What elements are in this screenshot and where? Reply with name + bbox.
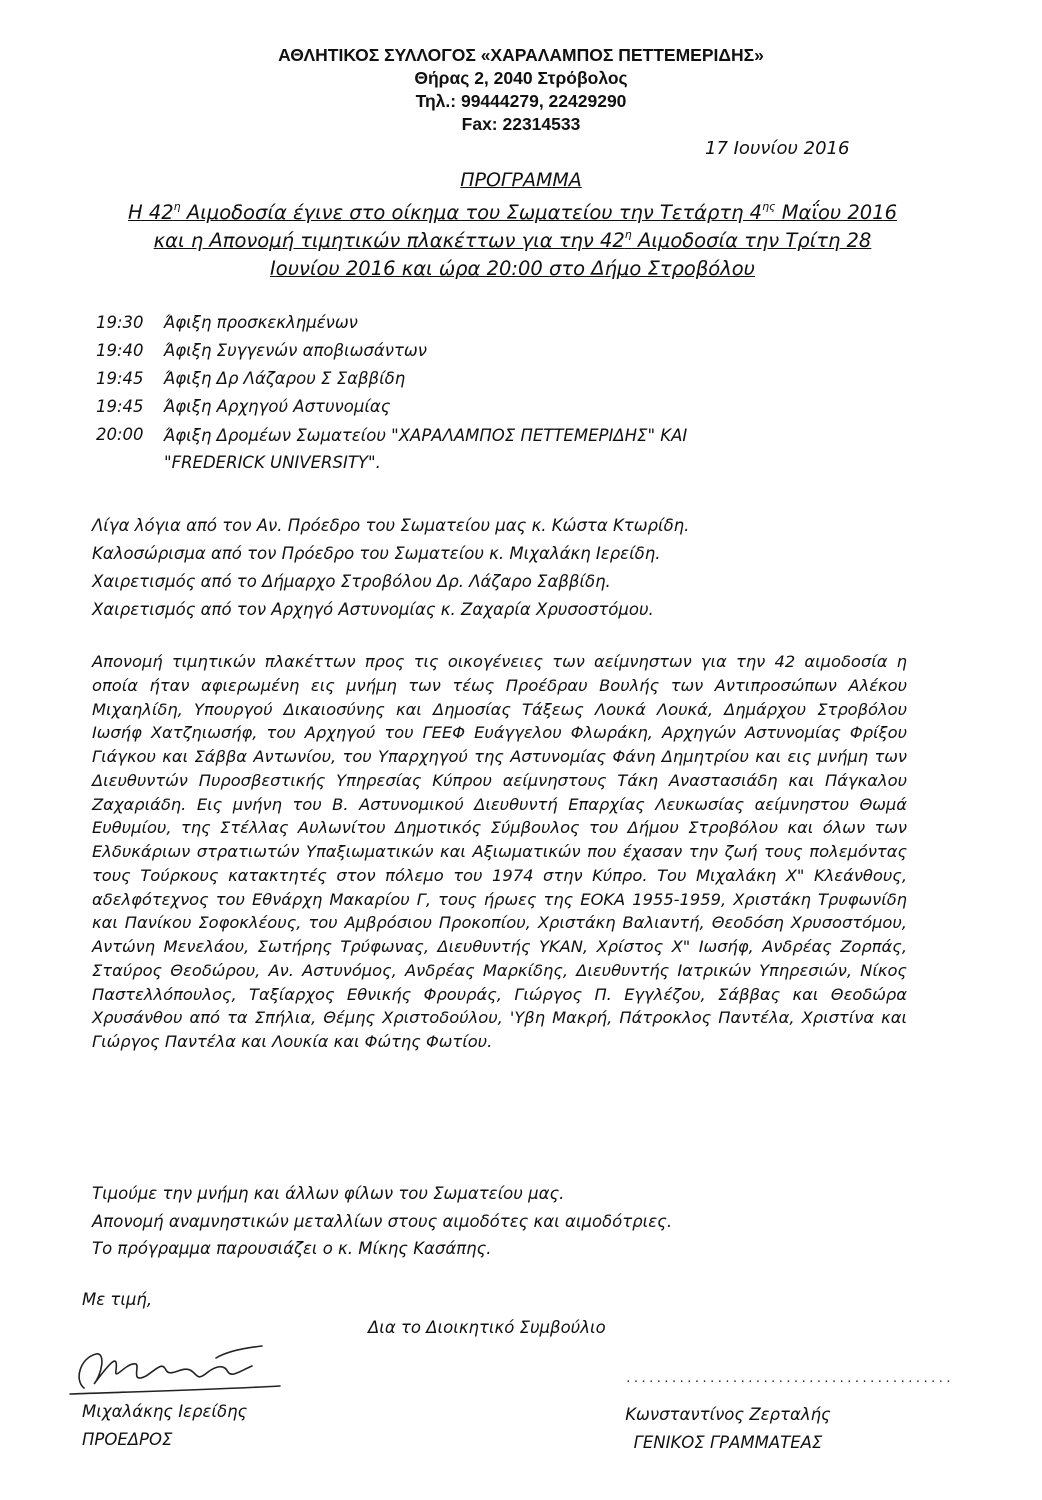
headline-line-1 bbox=[105, 199, 920, 227]
signatory-name: Κωνσταντίνος Ζερταλής bbox=[625, 1405, 831, 1424]
closing-line: Τιμούμε την μνήμη και άλλων φίλων του Σωματείου μας. bbox=[92, 1184, 565, 1203]
signatory-name: Μιχαλάκης Ιερείδης bbox=[82, 1402, 248, 1421]
headline-text: Αιμοδοσία έγινε στο οίκημα του Σωματείου την Τετάρτη 4 bbox=[180, 201, 763, 224]
schedule-time: 19:45 bbox=[96, 397, 144, 416]
schedule-item bbox=[96, 341, 956, 369]
schedule-description: Άφιξη Συγγενών αποβιωσάντων bbox=[164, 341, 427, 360]
organization-name: ΑΘΛΗΤΙΚΟΣ ΣΥΛΛΟΓΟΣ «ΧΑΡΑΛΑΜΠΟΣ ΠΕΤΤΕΜΕΡΙΔΗΣ» bbox=[278, 45, 764, 65]
signature-line: ........................................... bbox=[625, 1372, 953, 1385]
schedule-item bbox=[96, 313, 956, 341]
schedule-time: 19:30 bbox=[96, 313, 144, 332]
speeches-list bbox=[92, 512, 952, 624]
schedule-description-line: "FREDERICK UNIVERSITY". bbox=[164, 453, 381, 472]
signatory-president bbox=[82, 1398, 247, 1454]
signatory-secretary bbox=[598, 1401, 858, 1457]
schedule-time: 19:40 bbox=[96, 341, 144, 360]
schedule-item bbox=[96, 369, 956, 397]
schedule-description bbox=[164, 422, 956, 476]
closing-lines bbox=[92, 1180, 952, 1263]
program-title: ΠΡΟΓΡΑΜΜΑ bbox=[460, 169, 582, 191]
headline-text: και η Απονομή τιμητικών πλακέττων για την 42 bbox=[153, 229, 625, 252]
board-text: Δια το Διοικητικό Συμβούλιο bbox=[368, 1318, 606, 1337]
handwritten-signature bbox=[66, 1340, 286, 1402]
program-headline bbox=[105, 199, 920, 283]
signatory-title: ΠΡΟΕΔΡΟΣ bbox=[82, 1430, 173, 1449]
headline-text: Αιμοδοσία την Τρίτη 28 bbox=[631, 229, 872, 252]
schedule-description-line: Άφιξη Δρομέων Σωματείου "ΧΑΡΑΛΑΜΠΟΣ ΠΕΤΤΕΜΕΡΙΔΗΣ" ΚΑΙ bbox=[164, 426, 688, 445]
organization-address: Θήρας 2, 2040 Στρόβολος bbox=[414, 68, 628, 88]
headline-text: Η 42 bbox=[127, 201, 174, 224]
schedule-item bbox=[96, 425, 956, 481]
headline-line-3: Ιουνίου 2016 και ώρα 20:00 στο Δήμο Στροβόλου bbox=[270, 257, 755, 280]
speech-item: Καλοσώρισμα από τον Πρόεδρο του Σωματείου κ. Μιχαλάκη Ιερείδη. bbox=[92, 544, 661, 563]
closing-line: Το πρόγραμμα παρουσιάζει ο κ. Μίκης Κασάπης. bbox=[92, 1239, 492, 1258]
regards-text: Με τιμή, bbox=[82, 1290, 153, 1309]
headline-text: Μαΐου 2016 bbox=[775, 201, 898, 224]
speech-item: Λίγα λόγια από τον Αν. Πρόεδρο του Σωματείου μας κ. Κώστα Κτωρίδη. bbox=[92, 516, 690, 535]
letterhead bbox=[0, 44, 1042, 136]
ordinal-suffix: η bbox=[624, 228, 632, 241]
awards-paragraph: Απονομή τιμητικών πλακέττων προς τις οικογένειες των αείμνηστων για την 42 αιμοδοσία η οποία ήταν αφιερωμένη εις μνήμη των τέως Προέδραυ Βουλής των Αντιπροσώπων Αλέκου Μιχαηλίδη, Υπουργού Δικαιοσύνης και Δημοσίας Τάξεως Λουκά Λουκά, Δημάρχου Στροβόλου Ιωσήφ Χατζηιωσήφ, του Αρχηγού του ΓΕΕΦ Ευάγγελου Φλωράκη, Αρχηγών Αστυνομίας Φρίξου Γιάγκου και Σάββα Αντωνίου, του Υπαρχηγού της Αστυνομίας Φάνη Δημητρίου και εις μνήμη των Διευθυντών Πυροσβεστικής Υπηρεσίας Κύπρου αείμνηστους Τάκη Αναστασιάδη και Πάγκαλου Ζαχαριάδη. Εις μνήνη του Β. Αστυνομικού Διευθυντή Επαρχίας Λευκωσίας αείμνηστου Θωμά Ευθυμίου, της Στέλλας Αυλωνίτου Δημοτικός Σύμβουλος του Δήμου Στροβόλου και όλων των Ελδυκάριων στρατιωτών Υπαξιωματικών και Αξιωματικών που έχασαν την ζωή τους πολεμόντας τους Τούρκους κατακτητές στον πόλεμο του 1974 στην Κύπρο. Του Μιχαλάκη Χ" Κλεάνθους, αδελφότεχνος του Εθνάρχη Μακαρίου Γ, τους ήρωες της ΕΟΚΑ 1955-1959, Χριστάκη Τρυφωνίδη και Πανίκου Σοφοκλέους, του Αμβρόσιου Προκοπίου, Χριστάκη Βαλιαντή, Θεοδόση Χρυσοστόμου, Αντώνη Μενελάου, Σωτήρης Τρύφωνας, Διευθυντής ΥΚΑΝ, Χρίστος Χ" Ιωσήφ, Ανδρέας Ζορπάς, Σταύρος Θεοδώρου, Αν. Αστυνόμος, Ανδρέας Μαρκίδης, Διευθυντής Ιατρικών Υπηρεσιών, Νίκος Παστελλόπουλος, Ταξίαρχος Εθνικής Φρουράς, Γιώργος Π. Εγγλέζου, Σάββας και Θεοδώρα Χρυσάνθου από τα Σπήλια, Θέμης Χριστοδούλου, 'Υβη Μακρή, Πάτροκλος Παντέλα, Χριστίνα και Γιώργος Παντέλα και Λουκία και Φώτης Φωτίου. bbox=[92, 652, 907, 1051]
schedule-time: 20:00 bbox=[96, 425, 144, 444]
ordinal-suffix: ης bbox=[762, 200, 776, 213]
signatory-title: ΓΕΝΙΚΟΣ ΓΡΑΜΜΑΤΕΑΣ bbox=[633, 1433, 823, 1452]
schedule-list bbox=[96, 313, 956, 481]
schedule-item bbox=[96, 397, 956, 425]
schedule-time: 19:45 bbox=[96, 369, 144, 388]
organization-fax: Fax: 22314533 bbox=[461, 114, 581, 134]
headline-line-2 bbox=[105, 227, 920, 255]
letter-date: 17 Ιουνίου 2016 bbox=[705, 138, 850, 159]
schedule-description: Άφιξη Δρ Λάζαρου Σ Σαββίδη bbox=[164, 369, 406, 388]
speech-item: Χαιρετισμός από το Δήμαρχο Στροβόλου Δρ. Λάζαρο Σαββίδη. bbox=[92, 572, 611, 591]
closing-line: Απονομή αναμνηστικών μεταλλίων στους αιμοδότες και αιμοδότριες. bbox=[92, 1211, 673, 1231]
organization-phone: Τηλ.: 99444279, 22429290 bbox=[415, 91, 627, 111]
schedule-description: Άφιξη προσκεκλημένων bbox=[164, 313, 358, 332]
speech-item: Χαιρετισμός από τον Αρχηγό Αστυνομίας κ. Ζαχαρία Χρυσοστόμου. bbox=[92, 600, 654, 619]
ordinal-suffix: η bbox=[173, 200, 181, 213]
schedule-description: Άφιξη Αρχηγού Αστυνομίας bbox=[164, 397, 391, 416]
